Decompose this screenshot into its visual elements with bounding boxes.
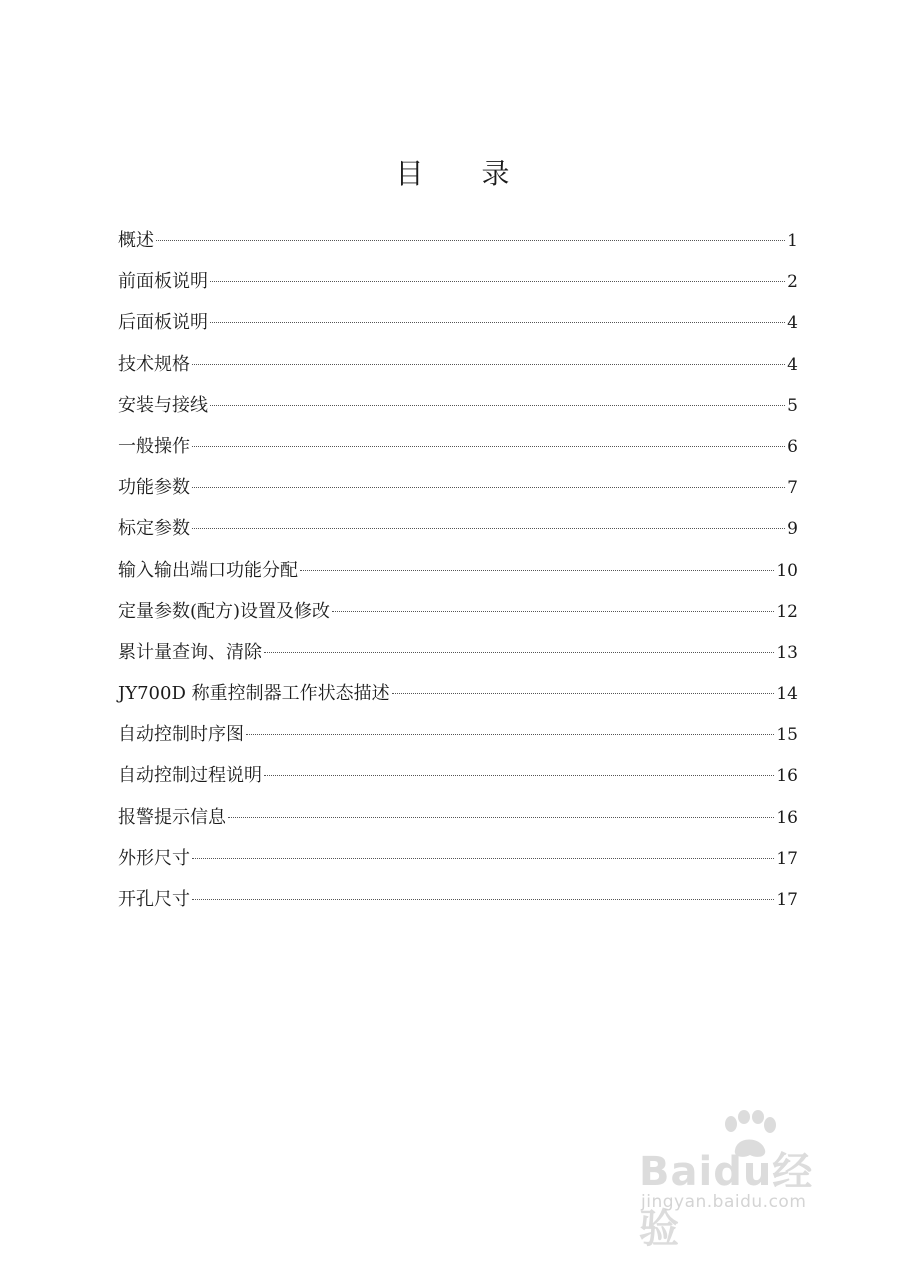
dot-leader bbox=[392, 693, 775, 694]
dot-leader bbox=[264, 652, 774, 653]
dot-leader bbox=[264, 775, 774, 776]
toc-entry-label: 功能参数 bbox=[118, 477, 190, 499]
toc-entry-label: 自动控制时序图 bbox=[118, 724, 244, 746]
toc-entry-page: 4 bbox=[787, 354, 798, 375]
toc-entry[interactable] bbox=[118, 591, 798, 632]
toc-entry-page: 16 bbox=[776, 766, 798, 787]
toc-entry[interactable] bbox=[118, 755, 798, 796]
dot-leader bbox=[210, 405, 785, 406]
toc-entry-label: 输入输出端口功能分配 bbox=[118, 559, 298, 581]
toc-entry-page: 9 bbox=[787, 519, 798, 540]
toc-entry-page: 7 bbox=[787, 478, 798, 499]
toc-entry-label: 后面板说明 bbox=[118, 312, 208, 334]
toc-entry-label: 累计量查询、清除 bbox=[118, 641, 262, 663]
dot-leader bbox=[156, 240, 785, 241]
toc-entry-label: 开孔尺寸 bbox=[118, 889, 190, 910]
watermark-url: jingyan.baidu.com bbox=[641, 1192, 807, 1212]
toc-entry-page: 13 bbox=[776, 642, 798, 663]
toc-entry-label: 安装与接线 bbox=[118, 394, 208, 416]
toc-entry-page: 14 bbox=[776, 684, 798, 705]
toc-entry[interactable] bbox=[118, 385, 798, 426]
toc-entry[interactable] bbox=[118, 220, 798, 261]
toc-entry-label: 标定参数 bbox=[118, 518, 190, 540]
toc-entry-page: 4 bbox=[787, 313, 798, 334]
toc-entry-label: 技术规格 bbox=[118, 353, 190, 375]
toc-entry[interactable] bbox=[118, 426, 798, 467]
toc-entry-label: JY700D 称重控制器工作状态描述 bbox=[118, 683, 390, 705]
dot-leader bbox=[300, 570, 774, 571]
dot-leader bbox=[210, 281, 785, 282]
toc-entry-label: 自动控制过程说明 bbox=[118, 765, 262, 787]
dot-leader bbox=[192, 487, 785, 488]
toc-entry-page: 5 bbox=[787, 395, 798, 416]
title-char-2: 录 bbox=[481, 157, 510, 190]
toc-entry[interactable] bbox=[118, 714, 798, 755]
dot-leader bbox=[192, 364, 785, 365]
toc-entry[interactable] bbox=[118, 838, 798, 879]
dot-leader bbox=[192, 528, 785, 529]
toc-entry-label: 概述 bbox=[118, 230, 154, 251]
dot-leader bbox=[332, 611, 774, 612]
toc-entry[interactable] bbox=[118, 508, 798, 549]
dot-leader bbox=[210, 322, 785, 323]
toc-entry-page: 2 bbox=[787, 272, 798, 293]
toc-entry-page: 17 bbox=[776, 848, 798, 869]
toc-entry-page: 12 bbox=[776, 601, 798, 622]
toc-entry-label: 定量参数(配方)设置及修改 bbox=[118, 600, 331, 622]
toc-entry-label: 报警提示信息 bbox=[118, 806, 226, 828]
toc-entry-page: 15 bbox=[776, 725, 798, 746]
toc-entry-label: 一般操作 bbox=[118, 435, 190, 457]
toc-entry[interactable] bbox=[118, 261, 798, 302]
toc-entry-label: 前面板说明 bbox=[118, 271, 208, 293]
toc-entry-page: 6 bbox=[787, 436, 798, 457]
toc-entry[interactable] bbox=[118, 879, 798, 920]
toc-entry[interactable] bbox=[118, 467, 798, 508]
toc-entry[interactable] bbox=[118, 632, 798, 673]
baidu-jingyan-watermark bbox=[639, 1110, 849, 1252]
dot-leader bbox=[192, 899, 774, 900]
table-of-contents bbox=[118, 220, 798, 920]
title-char-1: 目 bbox=[395, 157, 424, 190]
toc-entry-label: 外形尺寸 bbox=[118, 847, 190, 869]
toc-entry[interactable] bbox=[118, 673, 798, 714]
toc-entry[interactable] bbox=[118, 797, 798, 838]
toc-entry[interactable] bbox=[118, 302, 798, 343]
toc-entry[interactable] bbox=[118, 344, 798, 385]
toc-entry-page: 10 bbox=[776, 560, 798, 581]
dot-leader bbox=[192, 858, 774, 859]
toc-entry-page: 17 bbox=[776, 890, 798, 910]
toc-entry-page: 16 bbox=[776, 807, 798, 828]
page-title bbox=[0, 152, 905, 192]
dot-leader bbox=[192, 446, 785, 447]
toc-entry-page: 1 bbox=[787, 231, 798, 251]
watermark-brand: Baidu经验 bbox=[639, 1149, 814, 1252]
dot-leader bbox=[228, 817, 774, 818]
dot-leader bbox=[246, 734, 774, 735]
toc-entry[interactable] bbox=[118, 550, 798, 591]
